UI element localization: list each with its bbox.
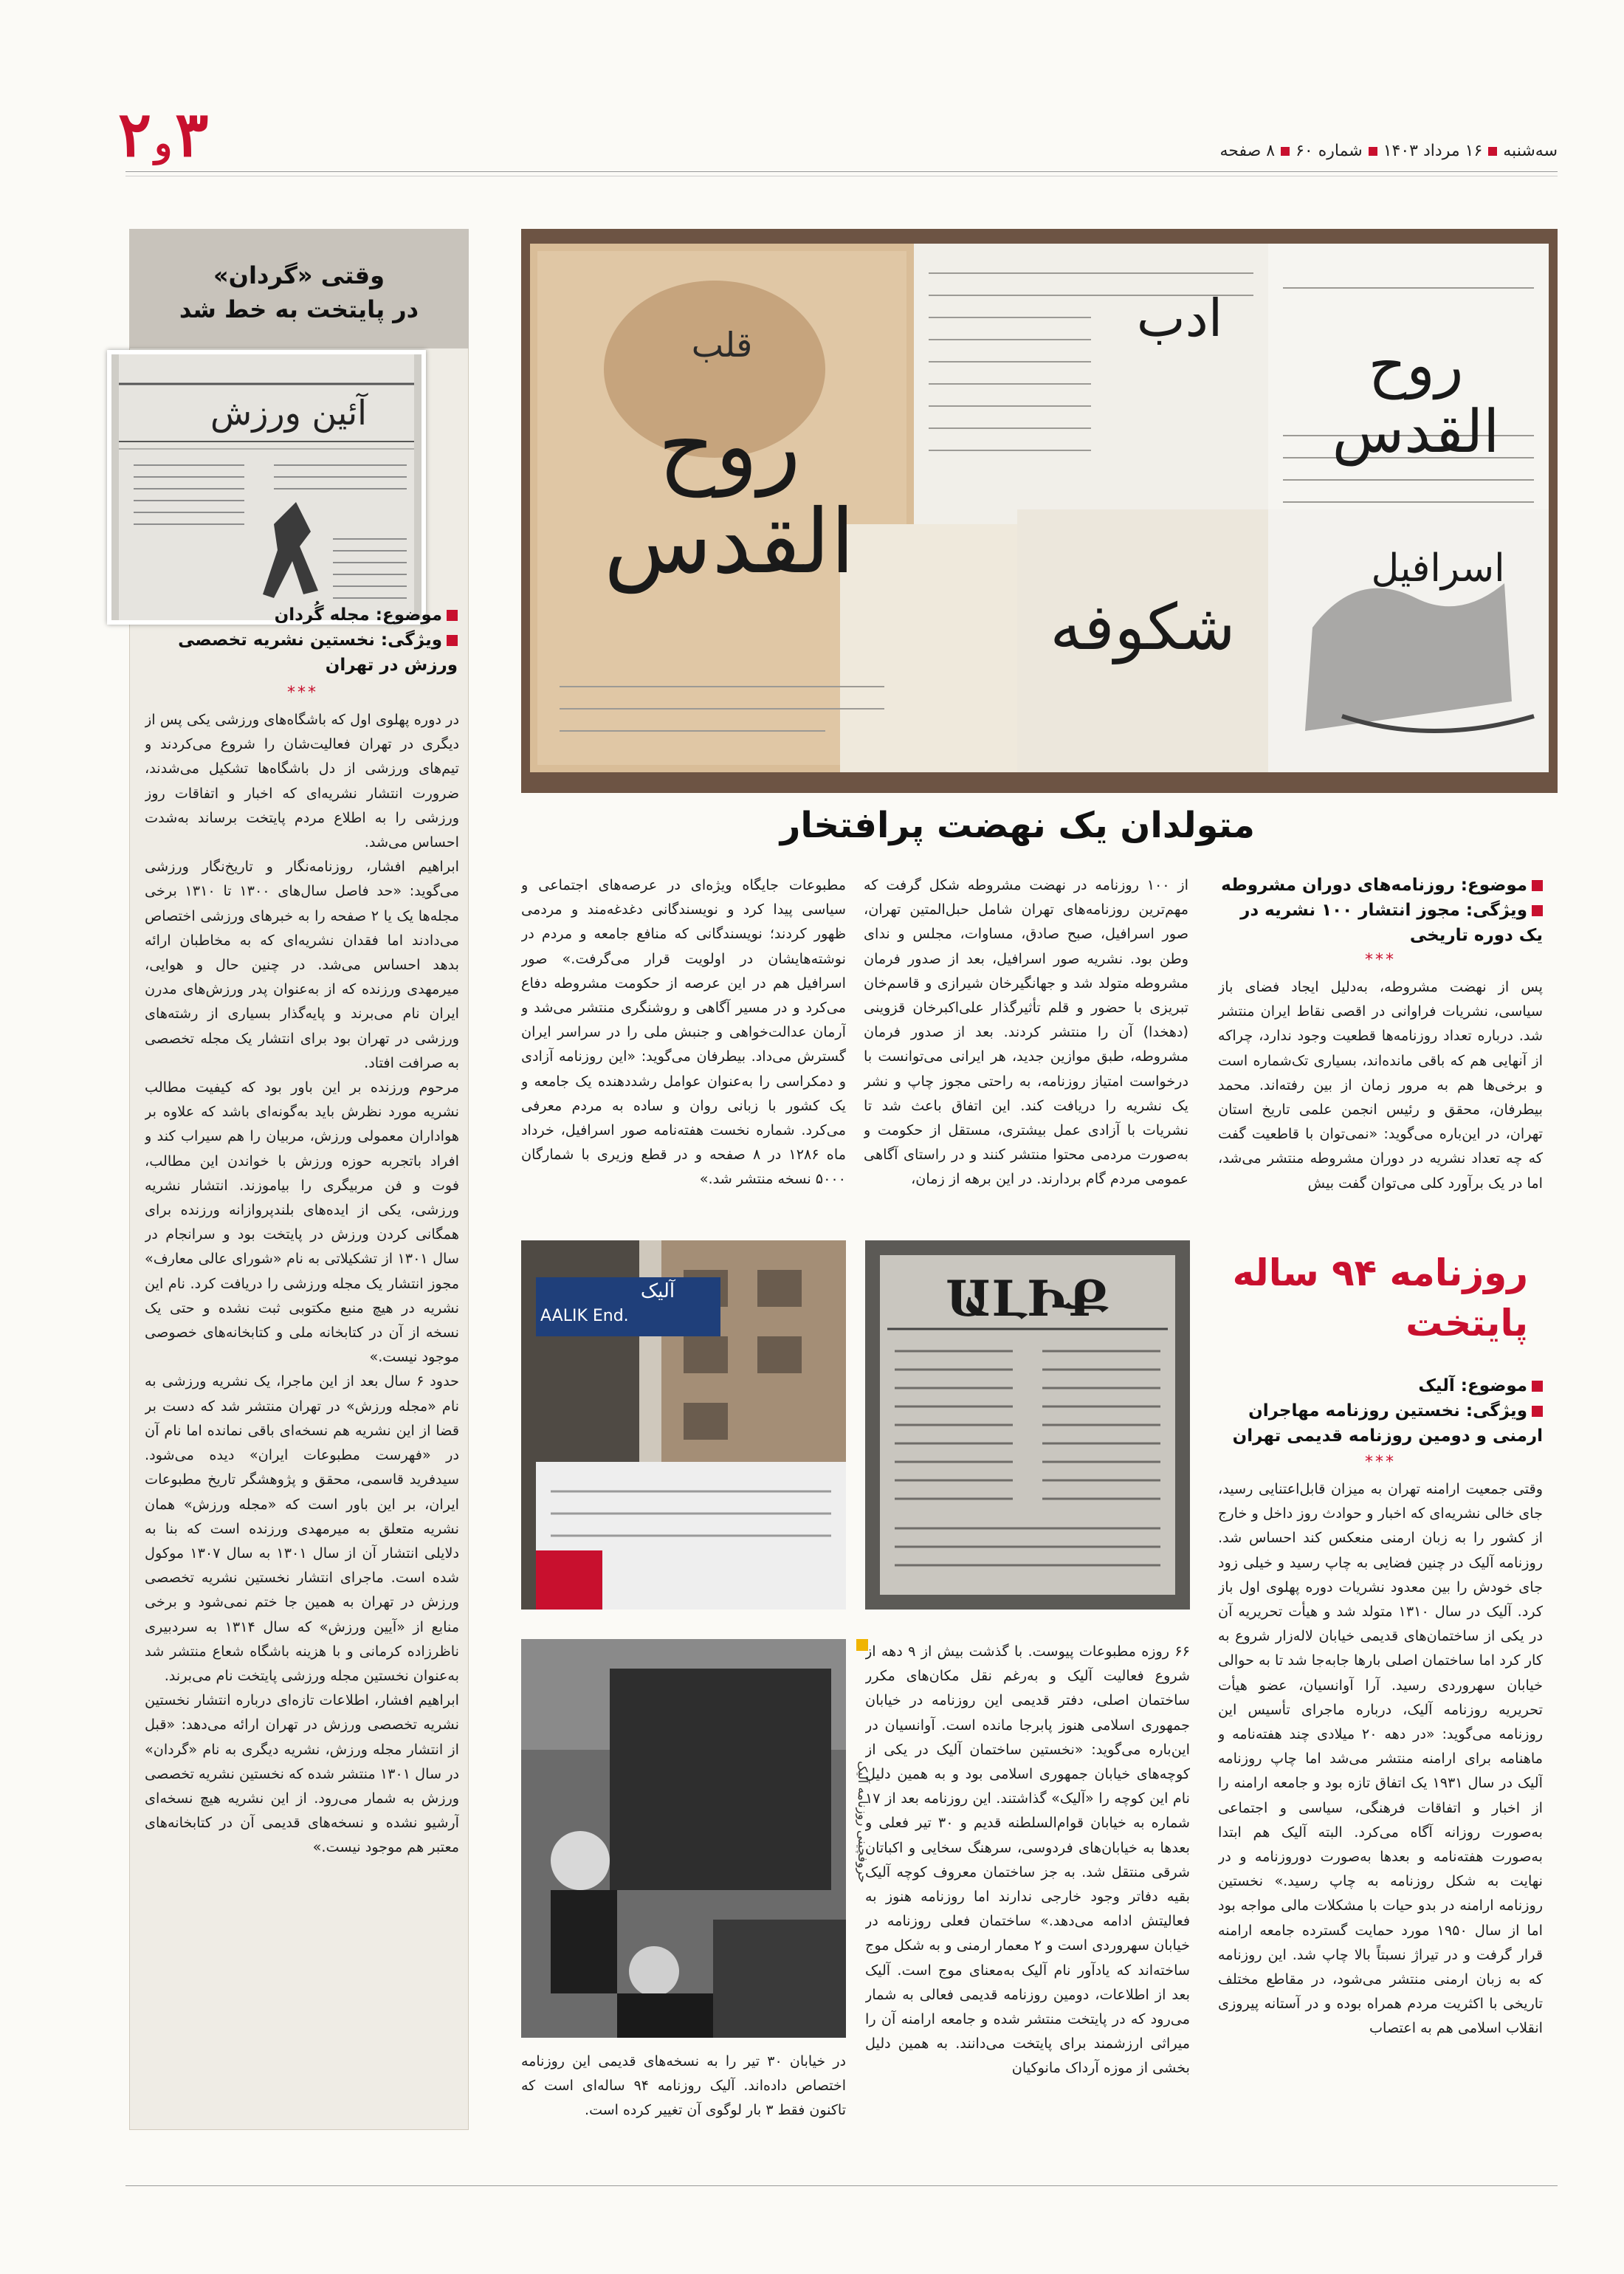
sidebar-title-line: وقتی «گردان» — [213, 261, 385, 289]
sidebar-title-line: در پایتخت به خط شد — [179, 295, 419, 323]
collage-title-qalb: قلب — [691, 325, 753, 365]
alik-masthead-armenian: ԱԼԻՔ — [946, 1270, 1109, 1327]
separator-stars: *** — [1365, 1453, 1396, 1471]
square-bullet-icon — [1532, 905, 1543, 916]
sidebar-title — [140, 258, 458, 326]
collage-title-ruhulqods: روح القدس — [603, 395, 856, 594]
article2-headline: روزنامه ۹۴ ساله پایتخت — [1232, 1251, 1528, 1344]
issue-pages: ۸ صفحه — [1219, 142, 1276, 160]
photo-alik-street-sign — [521, 1240, 846, 1610]
issue-info — [266, 142, 1558, 160]
footer-rule — [125, 2185, 1558, 2186]
bullet-icon — [1281, 147, 1290, 156]
issue-day: سه‌شنبه — [1503, 142, 1558, 160]
article1-column-3: مطبوعات جایگاه ویژه‌ای در عرصه‌های اجتماعی و سیاسی پیدا کرد و نویسندگانی دغدغه‌مند و مردمی ظهور کردند؛ نویسندگانی که منافع جامعه و مردم در نوشته‌هایشان در اولویت قرار می‌گرفت.» صور اسرافیل هم در این عرصه از حکومت مشروطه دفاع می‌کرد و در مسیر آگاهی و روشنگری منتشر می‌شد و آرمان عدالت‌خواهی و جنبش ملی را در سراسر ایران گسترش می‌داد. بیطرفان می‌گوید: «این روزنامه آزادی و دمکراسی را به‌عنوان عوامل رشددهنده یک جامعه و یک کشور با زبانی روان و ساده به مردم معرفی می‌کرد. شماره نخست هفته‌نامه صور اسرافیل، خرداد ماه ۱۲۸۶ در ۸ صفحه و در قطع وزیری با شمارگان ۵۰۰۰ نسخه منتشر شد.» — [521, 876, 846, 1188]
issue-number: شماره ۶۰ — [1296, 142, 1363, 160]
page-numbers: ۳و۲ — [118, 97, 209, 171]
collage-title-shokoufeh: شکوفه — [1050, 591, 1236, 664]
article1-column-2: از ۱۰۰ روزنامه در نهضت مشروطه شکل گرفت که مهم‌ترین روزنامه‌های تهران شامل حبل‌المتین تهران، صور اسرافیل، صبح صادق، مساوات، مجلس و ندای وطن بود. نشریه صور اسرافیل، بعد از صدور فرمان مشروطه متولد شد و جهانگیرخان شیرازی و قاسم‌خان تبریزی با حضور و قلم تأثیرگذار علی‌اکبرخان قزوینی (دهخدا) آن را منتشر کردند. بعد از صدور فرمان مشروطه، طبق موازین جدید، هر ایرانی می‌توانست با درخواست امتیاز روزنامه، به راحتی مجوز چاپ و نشر یک نشریه را دریافت کند. این اتفاق باعث شد تا نشریات با آزادی عمل بیشتری، مستقل از حکومت و به‌صورت مردمی محتوا منتشر کنند و در راستای آگاهی عمومی مردم گام بردارند. در این برهه از زمان، — [864, 876, 1188, 1188]
article2-topic: موضوع: آلیک — [1218, 1373, 1543, 1398]
square-bullet-icon — [1532, 1381, 1543, 1392]
article2-feature: ویژگی: نخستین روزنامه مهاجران ارمنی و دومین روزنامه قدیمی تهران — [1232, 1401, 1543, 1446]
collage-title-ruhulqods-2: روح القدس — [1332, 331, 1500, 466]
newspaper-collage — [530, 244, 1549, 772]
press-photo-graphic — [521, 1639, 846, 2038]
bullet-icon — [1488, 147, 1497, 156]
article1-headline: متولدان یک نهضت پرافتخار — [780, 805, 1255, 846]
article1-column-1: پس از نهضت مشروطه، به‌دلیل ایجاد فضای باز سیاسی، نشریات فراوانی در اقصی نقاط ایران منتشر شد. درباره تعداد روزنامه‌ها قطعیت وجود ندارد، چراکه از آنهایی هم که باقی مانده‌اند، بسیاری تک‌شماره است و برخی‌ها هم به مرور زمان از بین رفته‌اند. محمد بیطرفان، محقق و رئیس انجمن علمی تاریخ استان تهران، در این‌باره می‌گوید: «نمی‌توان با قاطعیت گفت که چه تعداد نشریه در دوران مشروطه منتشر می‌شد، اما در یک برآورد کلی می‌توان گفت بیش — [1218, 978, 1543, 1192]
bullet-icon — [1369, 147, 1377, 156]
header-rule — [125, 171, 1558, 172]
square-bullet-icon — [447, 635, 458, 646]
collage-title-adab: ادب — [1136, 288, 1223, 348]
collage-title-esrafil: اسرافیل — [1371, 546, 1505, 591]
separator-stars: *** — [287, 684, 318, 702]
separator-stars: *** — [1365, 951, 1396, 969]
article1-topic: موضوع: روزنامه‌های دوران مشروطه — [1218, 873, 1543, 898]
sidebar-topic: موضوع: مجله گُردان — [148, 602, 458, 628]
photo-typesetting — [521, 1639, 846, 2038]
street-sign-en: AALIK End. — [540, 1307, 629, 1325]
sidebar-body — [145, 707, 459, 2117]
sidebar-feature: ویژگی: نخستین نشریه تخصصی ورزش در تهران — [178, 631, 458, 675]
magazine-masthead: آئین ورزش — [210, 393, 367, 433]
photo-credit: حروفچینی روزنامه آلیک — [855, 1760, 870, 1883]
paragraph: ابراهیم افشار، روزنامه‌نگار و تاریخ‌نگار ورزشی می‌گوید: «حد فاصل سال‌های ۱۳۰۰ تا ۱۳۱۰ برخی مجله‌ها یک یا ۲ صفحه را به خبرهای ورزشی اختصاص می‌دادند اما فقدان نشریه‌ای که به مخاطبان ارائه بدهد احساس می‌شد. در چنین حال و هوایی، میرمهدی ورزنده که از به‌عنوان پدر ورزش‌های مدرن ایران نام می‌برند و پایه‌گذار بسیاری از رشته‌های ورزشی در تهران بود برای انتشار یک مجله تخصصی به صرافت افتاد. — [145, 858, 459, 1071]
street-sign-fa: آلیک — [640, 1280, 675, 1302]
paragraph: در دوره پهلوی اول که باشگاه‌های ورزشی یکی پس از دیگری در تهران فعالیت‌شان را شروع می‌کردند و تیم‌های ورزشی از دل باشگاه‌ها تشکیل می‌شدند، ضرورت انتشار نشریه‌ای که اخبار و اتفاقات روز ورزشی را به اطلاع مردم پایتخت برساند به‌شدت احساس می‌شد. — [145, 711, 459, 851]
paragraph: حدود ۶ سال بعد از این ماجرا، یک نشریه ورزشی به نام «مجله ورزش» در تهران منتشر شد که دست بر قضا از این نشریه هم نسخه‌ای باقی نمانده اما نام آن در «فهرست مطبوعات ایران» دیده می‌شود. سیدفرید قاسمی، محقق و پژوهشگر تاریخ مطبوعات ایران، بر این باور است که «مجله ورزش» همان نشریه متعلق به میرمهدی ورزنده است که بنا به دلایلی انتشار آن از سال ۱۳۰۱ به سال ۱۳۰۷ موکول شده است. ماجرای انتشار نخستین نشریه تخصصی ورزش در تهران به همین جا ختم نمی‌شود و برخی منابع از «آیین ورزش» که سال ۱۳۱۴ به سردبیری ناظرزاده کرمانی و با هزینه باشگاه شعاع منتشر شد به‌عنوان نخستین مجله ورزشی پایتخت نام می‌برند. — [145, 1373, 459, 1684]
square-bullet-icon — [1532, 880, 1543, 891]
photo-old-alik-newspaper — [865, 1240, 1190, 1610]
photo-caption: در خیابان ۳۰ تیر را به نسخه‌های قدیمی این روزنامه اختصاص داده‌اند. آلیک روزنامه ۹۴ ساله‌ای است که تاکنون فقط ۳ بار لوگوی آن تغییر کرده است. — [521, 2053, 846, 2118]
paragraph: ابراهیم افشار، اطلاعات تازه‌ای درباره انتشار نخستین نشریه تخصصی ورزش در تهران ارائه می‌دهد: «قبل از انتشار مجله ورزش، نشریه دیگری به نام «گردان» در سال ۱۳۰۱ منتشر شده که نخستین نشریه تخصصی ورزش به شمار می‌رود. از این نشریه هیچ نسخه‌ای آرشیو نشده و نسخه‌های قدیمی آن در کتابخانه‌های معتبر هم موجود نیست.» — [145, 1691, 459, 1856]
square-bullet-icon — [1532, 1406, 1543, 1417]
article2-column-1: وقتی جمعیت ارامنه تهران به میزان قابل‌اعتنایی رسید، جای خالی نشریه‌ای که اخبار و حوادث روز داخل و خارج از کشور را به زبان ارمنی منعکس کند احساس شد. روزنامه آلیک در چنین فضایی به چاپ رسید و خیلی زود جای خودش را بین معدود نشریات دوره پهلوی اول باز کرد. آلیک در سال ۱۳۱۰ متولد شد و هیأت تحریریه آن در یکی از ساختمان‌های قدیمی خیابان لاله‌زار شروع به کار کرد اما ساختمان اصلی بارها جابه‌جا شد تا به حوالی خیابان سهروردی رسید. آرا آوانسیان، عضو هیأت تحریریه روزنامه آلیک، درباره ماجرای تأسیس این روزنامه می‌گوید: «در دهه ۲۰ میلادی چند هفته‌نامه و ماهنامه برای ارامنه منتشر می‌شد اما چاپ روزنامه آلیک در سال ۱۹۳۱ یک اتفاق تازه بود و جامعه ارامنه را از اخبار و اتفاقات فرهنگی، سیاسی و اجتماعی به‌صورت روزانه آگاه می‌کرد. البته آلیک هم ابتدا به‌صورت هفته‌نامه و بعدها به‌صورت دوروزنامه و در نهایت به شکل روزنامه به چاپ رسید.» نخستین روزنامه ارامنه در بدو حیات با مشکلات مالی مواجه بود اما از سال ۱۹۵۰ مورد حمایت گسترده جامعه ارامنه قرار گرفت و در تیراژ نسبتاً بالا چاپ شد. این روزنامه که به زبان ارمنی منتشر می‌شود، در مقاطع مختلف تاریخی با اکثریت مردم همراه بوده و در آستانه پیروزی انقلاب اسلامی هم به اعتصاب — [1218, 1480, 1543, 2037]
sidebar-photo — [107, 350, 426, 625]
paragraph: مرحوم ورزنده بر این باور بود که کیفیت مطالب نشریه مورد نظرش باید به‌گونه‌ای باشد که علاوه بر هواداران معمولی ورزش، مربیان را هم سیراب کند و افراد باتجربه حوزه ورزش با خواندن این مطالب، فوت و فن مربیگری را بیاموزند. انتشار نشریه ورزشی، یکی از ایده‌های بلندپروازانه ورزنده برای همگانی کردن ورزش در پایتخت بود و سرانجام در سال ۱۳۰۱ از تشکیلاتی به نام «شورای عالی معارف» مجوز انتشار یک مجله ورزشی را دریافت کرد. نام این نشریه در هیچ منبع مکتوبی ثبت نشده و حتی یک نسخه از آن در کتابخانه ملی و کتابخانه‌های خصوصی موجود نیست.» — [145, 1079, 459, 1366]
article2-column-2: ۶۶ روزه مطبوعات پیوست. با گذشت بیش از ۹ دهه از شروع فعالیت آلیک و به‌رغم نقل مکان‌های مکرر ساختمان اصلی، دفتر قدیمی این روزنامه در خیابان جمهوری اسلامی هنوز پابرجا مانده است. آوانسیان در این‌باره می‌گوید: «نخستین ساختمان آلیک در یکی از کوچه‌های خیابان جمهوری اسلامی بود و به همین دلیل نام این کوچه را «آلیک» گذاشتند. این روزنامه بعد از ۱۷ شماره به خیابان قوام‌السلطنه قدیم و ۳۰ تیر فعلی و بعدها به خیابان‌های فردوسی، سرهنگ سخایی و اکباتان شرقی منتقل شد. به جز ساختمان معروف کوچه آلیک بقیه دفاتر وجود خارجی ندارند اما روزنامه هنوز به فعالیتش ادامه می‌دهد.» ساختمان فعلی روزنامه در خیابان سهروردی است و ۲ معمار ارمنی و به شکل موج ساخته‌اند که یادآور نام آلیک به‌معنای موج است. آلیک بعد از اطلاعات، دومین روزنامه قدیمی فعالی به شمار می‌رود که در پایتخت منتشر شده و جامعه ارامنه آن را میراثی ارزشمند برای پایتخت می‌دانند. به همین دلیل بخشی از موزه آرداک مانوکیان — [865, 1643, 1190, 2077]
article1-feature: ویژگی: مجوز انتشار ۱۰۰ نشریه در یک دوره تاریخی — [1240, 901, 1543, 945]
square-bullet-icon — [447, 610, 458, 621]
issue-date: ۱۶ مرداد ۱۴۰۳ — [1383, 142, 1483, 160]
